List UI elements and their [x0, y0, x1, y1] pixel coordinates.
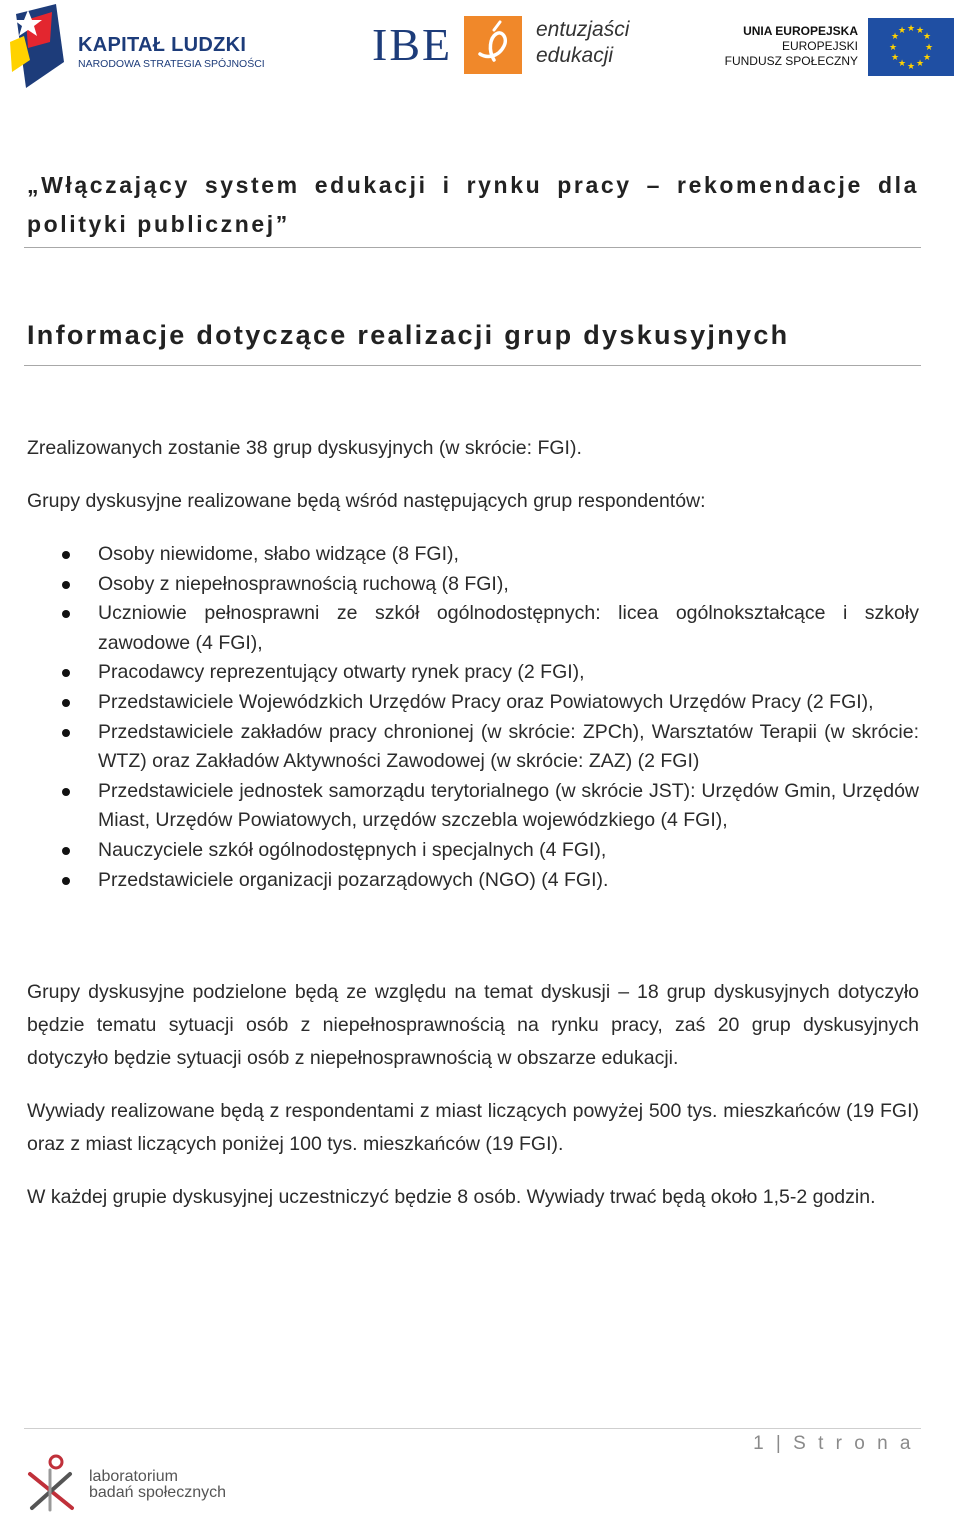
eu-label-line1: UNIA EUROPEJSKA [743, 24, 858, 38]
cities-paragraph: Wywiady realizowane będą z respondentami z miast liczących powyżej 500 tys. mieszkańców (19 FGI) oraz z miast liczących poniżej 100 tys. mieszkańców (19 FGI). [27, 1100, 919, 1155]
list-item [27, 688, 919, 718]
bullet-icon [62, 699, 70, 707]
svg-text:★: ★ [915, 26, 925, 36]
bullet-icon [62, 788, 70, 796]
svg-text:★: ★ [897, 59, 907, 69]
svg-text:★: ★ [897, 26, 907, 36]
eu-flag-icon [868, 18, 954, 76]
section-divider [24, 365, 921, 366]
list-intro-paragraph: Grupy dyskusyjne realizowane będą wśród następujących grup respondentów: [27, 490, 706, 512]
list-item [27, 540, 919, 570]
svg-text:★: ★ [924, 43, 934, 53]
list-item [27, 658, 919, 688]
intro-paragraph: Zrealizowanych zostanie 38 grup dyskusyjnych (w skrócie: FGI). [27, 437, 582, 459]
eu-label-line2: EUROPEJSKI [781, 39, 858, 53]
laboratorium-label-line1: laboratorium [89, 1468, 178, 1485]
footer-divider [24, 1428, 921, 1429]
ibe-wordmark: IBE [372, 19, 453, 70]
title-divider [24, 247, 921, 248]
list-item [27, 718, 919, 777]
list-item-text: Przedstawiciele organizacji pozarządowych (NGO) (4 FGI). [98, 868, 609, 891]
svg-text:★: ★ [888, 43, 898, 53]
bullet-icon [62, 847, 70, 855]
list-item-text: Przedstawiciele zakładów pracy chronionej (w skrócie: ZPCh), Warsztatów Terapii (w skrócie: WTZ) oraz Zakładów Aktywności Zawodowej (w skrócie: ZAZ) (2 FGI) [98, 720, 919, 773]
laboratorium-label-line2: badań społecznych [89, 1484, 226, 1501]
eu-label-line3: FUNDUSZ SPOŁECZNY [724, 54, 858, 68]
section-heading: Informacje dotyczące realizacji grup dyskusyjnych [27, 320, 790, 350]
list-item-text: Nauczyciele szkół ogólnodostępnych i specjalnych (4 FGI), [98, 838, 607, 861]
list-item [27, 866, 919, 896]
document-title: „Włączający system edukacji i rynku pracy – rekomendacje dla polityki publicznej” [27, 172, 919, 237]
list-item-text: Uczniowie pełnosprawni ze szkół ogólnodostępnych: licea ogólnokształcące i szkoły zawodowe (4 FGI), [98, 602, 919, 654]
participants-paragraph: W każdej grupie dyskusyjnej uczestniczyć będzie 8 osób. Wywiady trwać będą około 1,5-2 godzin. [27, 1186, 876, 1208]
ibe-tagline-line2: edukacji [536, 44, 614, 67]
list-item-text: Osoby z niepełnosprawnością ruchową (8 FGI), [98, 572, 509, 595]
list-item-text: Osoby niewidome, słabo widzące (8 FGI), [98, 543, 459, 565]
list-item-text: Pracodawcy reprezentujący otwarty rynek pracy (2 FGI), [98, 661, 585, 684]
bullet-icon [62, 610, 70, 618]
laboratorium-emblem-icon [22, 1452, 84, 1514]
list-item-text: Przedstawiciele Wojewódzkich Urzędów Pracy oraz Powiatowych Urzędów Pracy (2 FGI), [98, 690, 874, 713]
eu-logo [724, 18, 958, 78]
list-item [27, 777, 919, 836]
kapital-ludzki-title: KAPITAŁ LUDZKI [78, 34, 247, 56]
bullet-icon [62, 581, 70, 589]
svg-text:★: ★ [906, 62, 916, 72]
entuzjasci-edukacji-icon [464, 16, 522, 74]
bullet-icon [62, 877, 70, 885]
svg-text:★: ★ [922, 32, 932, 42]
list-item [27, 599, 919, 658]
list-item [27, 836, 919, 866]
bullet-icon [62, 729, 70, 737]
svg-text:★: ★ [915, 59, 925, 69]
list-item [27, 570, 919, 600]
svg-text:★: ★ [890, 32, 900, 42]
svg-text:★: ★ [922, 53, 932, 63]
svg-text:★: ★ [890, 53, 900, 63]
respondent-groups-list [27, 540, 919, 895]
page-number: 1 | S t r o n a [753, 1433, 914, 1454]
bullet-icon [62, 669, 70, 677]
laboratorium-logo [22, 1452, 252, 1514]
topics-paragraph: Grupy dyskusyjne podzielone będą ze względu na temat dyskusji – 18 grup dyskusyjnych dotyczyło będzie tematu sytuacji osób z niepełnosprawnością na rynku pracy, zaś 20 grup dyskusyjnych dotyczyło będzie sytuacji osób z niepełnosprawnością w obszarze edukacji. [27, 981, 919, 1069]
list-item-text: Przedstawiciele jednostek samorządu terytorialnego (w skrócie JST): Urzędów Gmin, Urzędów Miast, Urzędów Powiatowych, urzędów szczebla wojewódzkiego (4 FGI), [98, 779, 919, 832]
kapital-ludzki-logo [6, 2, 276, 90]
ibe-tagline-line1: entuzjaści [536, 18, 630, 41]
kapital-ludzki-subtitle: NARODOWA STRATEGIA SPÓJNOŚCI [78, 58, 265, 70]
svg-text:★: ★ [906, 24, 916, 34]
kapital-ludzki-emblem-icon [6, 2, 72, 90]
bullet-icon [62, 551, 70, 559]
